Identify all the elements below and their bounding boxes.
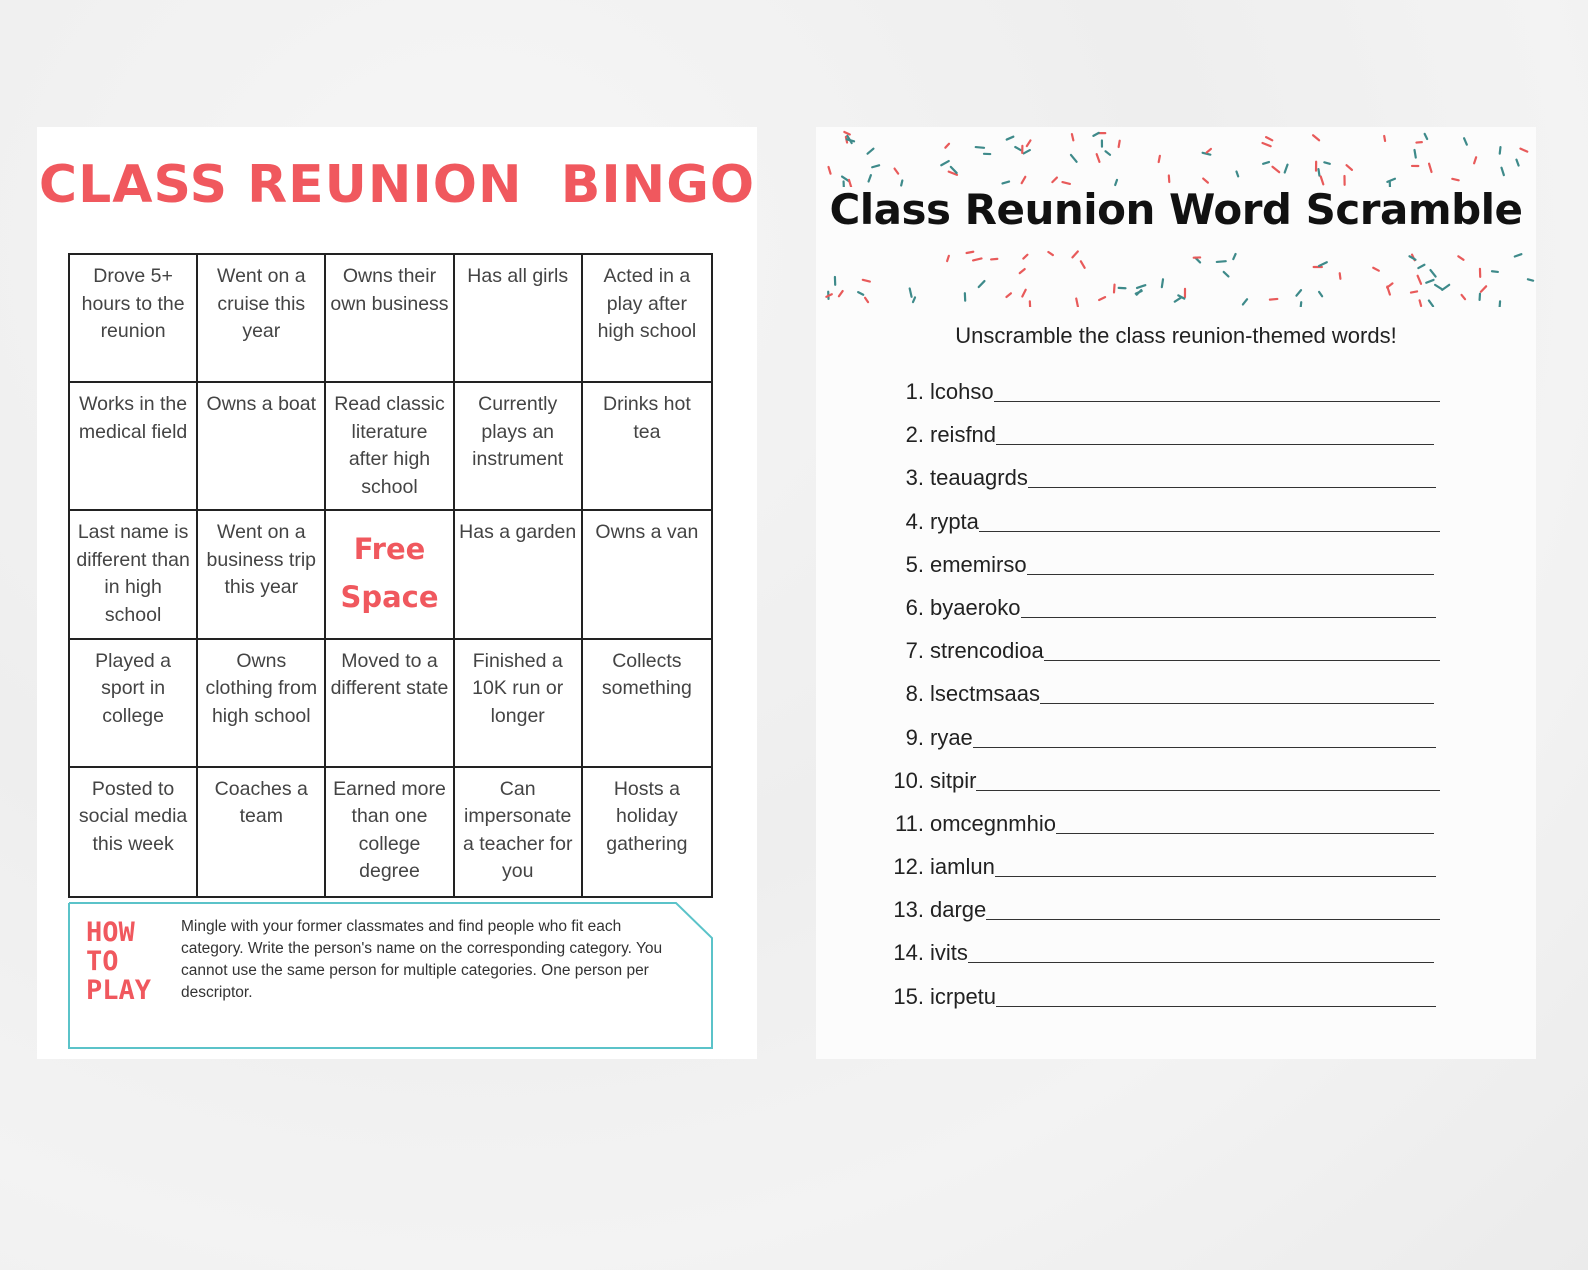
scramble-word-row [876, 809, 1476, 852]
answer-line[interactable] [986, 919, 1440, 920]
confetti-piece [869, 175, 871, 181]
answer-line[interactable] [1056, 833, 1434, 834]
confetti-piece [979, 281, 985, 287]
confetti-piece [872, 165, 879, 167]
confetti-piece [1052, 178, 1057, 183]
confetti-piece [858, 292, 863, 295]
confetti-piece [826, 294, 831, 297]
scrambled-word: strencodioa [930, 638, 1044, 664]
confetti-piece [1093, 133, 1098, 136]
confetti-piece [1384, 136, 1385, 141]
answer-line[interactable] [1028, 487, 1436, 488]
confetti-piece [1492, 271, 1498, 272]
confetti-piece [1426, 280, 1433, 283]
confetti-piece [1024, 150, 1030, 153]
bingo-cell[interactable]: Drove 5+ hours to the reunion [70, 255, 198, 383]
word-number: 12. [893, 854, 924, 880]
answer-line[interactable] [968, 962, 1434, 963]
scramble-word-row [876, 463, 1476, 506]
scramble-word-row [876, 377, 1476, 420]
confetti-piece [1500, 147, 1501, 154]
confetti-piece [1002, 182, 1009, 184]
confetti-piece [1071, 155, 1077, 162]
confetti-piece [1324, 162, 1329, 164]
confetti-bottom-decoration [816, 247, 1536, 307]
answer-line[interactable] [996, 444, 1434, 445]
confetti-piece [1137, 285, 1145, 288]
confetti-piece [1347, 165, 1352, 170]
how-to-play-box [68, 902, 713, 1049]
confetti-piece [1224, 272, 1229, 277]
confetti-piece [1409, 256, 1415, 259]
answer-line[interactable] [979, 531, 1440, 532]
scramble-word-list [876, 377, 1476, 1025]
confetti-piece [991, 259, 997, 260]
bingo-free-space[interactable]: Free Space [326, 511, 454, 639]
bingo-grid [68, 253, 713, 898]
word-number: 10. [893, 767, 924, 793]
word-number: 4. [905, 508, 924, 534]
answer-line[interactable] [1027, 574, 1434, 575]
confetti-piece [1429, 301, 1433, 307]
word-scramble-sheet [816, 127, 1536, 1059]
confetti-piece [1411, 291, 1417, 292]
scrambled-word: ememirso [930, 551, 1027, 577]
confetti-piece [976, 147, 984, 148]
word-number: 2. [905, 422, 924, 448]
confetti-piece [1207, 149, 1211, 153]
confetti-piece [1387, 179, 1395, 182]
word-number: 5. [905, 551, 924, 577]
word-number: 7. [905, 638, 924, 664]
confetti-piece [1435, 285, 1441, 289]
scramble-word-row [876, 420, 1476, 463]
confetti-piece [1515, 254, 1522, 256]
scrambled-word: byaeroko [930, 594, 1021, 620]
bingo-cell[interactable]: Acted in a play after high school [583, 255, 711, 383]
scramble-word-row [876, 507, 1476, 550]
confetti-piece [1072, 134, 1073, 140]
how-to-play-text: Mingle with your former classmates and find people who fit each category. Write the person's name on the corresponding category. You cannot use the same person for multiple categories. One person per descriptor. [181, 918, 663, 1001]
bingo-cell[interactable]: Went on a cruise this year [198, 255, 326, 383]
scramble-word-row [876, 593, 1476, 636]
confetti-piece [1175, 298, 1181, 302]
confetti-piece [1285, 165, 1288, 173]
confetti-piece [1020, 269, 1025, 273]
confetti-piece [1022, 290, 1025, 297]
bingo-cell[interactable]: Went on a business trip this year [198, 511, 326, 639]
scrambled-word: ivits [930, 940, 968, 966]
confetti-piece [1062, 182, 1069, 184]
scramble-word-row [876, 550, 1476, 593]
confetti-piece [1501, 168, 1503, 175]
confetti-top-decoration [816, 127, 1536, 187]
bingo-cell[interactable]: Owns a van [583, 511, 711, 639]
scrambled-word: rypta [930, 508, 979, 534]
word-number: 3. [905, 465, 924, 491]
bingo-cell[interactable]: Read classic literature after high school [326, 383, 454, 511]
confetti-piece [1022, 177, 1026, 183]
confetti-piece [1301, 302, 1302, 307]
bingo-cell[interactable]: Finished a 10K run or longer [455, 640, 583, 768]
confetti-piece [1217, 261, 1226, 262]
answer-line[interactable] [994, 401, 1440, 402]
confetti-piece [839, 291, 843, 296]
confetti-piece [1236, 172, 1238, 177]
scramble-word-row [876, 895, 1476, 938]
confetti-piece [1099, 297, 1105, 300]
answer-line[interactable] [1021, 617, 1436, 618]
word-number: 8. [905, 681, 924, 707]
confetti-piece [1462, 295, 1465, 299]
confetti-piece [1528, 279, 1533, 280]
confetti-piece [1458, 256, 1463, 259]
confetti-piece [1418, 276, 1421, 284]
scrambled-word: lsectmsaas [930, 681, 1041, 707]
confetti-piece [1373, 268, 1379, 271]
answer-line[interactable] [976, 790, 1440, 791]
confetti-piece [941, 161, 948, 165]
bingo-cell[interactable]: Currently plays an instrument [455, 383, 583, 511]
bingo-cell[interactable]: Owns their own business [326, 255, 454, 383]
confetti-piece [1340, 273, 1341, 279]
bingo-cell[interactable]: Earned more than one college degree [326, 768, 454, 896]
confetti-piece [1119, 141, 1120, 147]
confetti-piece [1420, 300, 1421, 306]
confetti-piece [1464, 138, 1467, 144]
confetti-piece [1270, 299, 1277, 300]
word-number: 6. [905, 594, 924, 620]
confetti-piece [910, 288, 912, 296]
confetti-piece [1106, 151, 1110, 155]
confetti-piece [1081, 261, 1085, 267]
word-number: 11. [895, 810, 924, 836]
word-number: 13. [893, 897, 924, 923]
bingo-cell[interactable]: Coaches a team [198, 768, 326, 896]
bingo-cell[interactable]: Can impersonate a teacher for you [455, 768, 583, 896]
scrambled-word: sitpir [930, 767, 977, 793]
confetti-piece [1499, 301, 1500, 307]
confetti-piece [1318, 169, 1319, 176]
scrambled-word: reisfnd [930, 422, 997, 448]
confetti-piece [1114, 285, 1115, 293]
confetti-piece [1159, 156, 1160, 162]
word-number: 1. [905, 379, 924, 404]
confetti-piece [1162, 279, 1163, 287]
confetti-piece [1474, 157, 1476, 163]
how-to-play-title: HOW TO PLAY [86, 917, 152, 1006]
confetti-piece [1076, 299, 1078, 307]
confetti-piece [1319, 262, 1327, 266]
answer-line[interactable] [996, 1006, 1436, 1007]
confetti-piece [865, 298, 868, 302]
bingo-cell[interactable]: Hosts a holiday gathering [606, 777, 688, 855]
confetti-piece [1263, 162, 1269, 164]
scramble-instructions: Unscramble the class reunion-themed words! [955, 323, 1397, 348]
scrambled-word: iamlun [930, 854, 995, 880]
word-number: 15. [893, 983, 924, 1009]
confetti-piece [1387, 287, 1390, 295]
confetti-piece [1007, 137, 1014, 140]
answer-line[interactable] [973, 747, 1436, 748]
confetti-piece [844, 132, 849, 134]
confetti-piece [1319, 292, 1322, 296]
scrambled-word: darge [930, 897, 987, 923]
bingo-title: CLASS REUNION BINGO [38, 155, 756, 215]
confetti-piece [947, 256, 949, 261]
confetti-piece [868, 149, 874, 154]
bingo-cell[interactable]: Has a garden [455, 511, 583, 639]
bingo-cell[interactable]: Last name is different than in high school [70, 511, 198, 639]
scrambled-word: omcegnmhio [930, 810, 1056, 836]
scramble-word-row [876, 723, 1476, 766]
bingo-cell[interactable]: Posted to social media this week [70, 768, 198, 896]
confetti-piece [1048, 252, 1052, 255]
confetti-piece [913, 297, 915, 302]
confetti-piece [1072, 251, 1077, 257]
scramble-word-row [876, 852, 1476, 895]
confetti-piece [1233, 254, 1235, 259]
bingo-cell[interactable]: Drinks hot tea [583, 383, 711, 511]
confetti-piece [863, 280, 870, 282]
confetti-piece [1418, 265, 1424, 268]
confetti-piece [967, 252, 974, 253]
confetti-piece [1272, 167, 1279, 172]
scramble-word-row [876, 679, 1476, 722]
confetti-piece [1296, 290, 1301, 296]
scrambled-word: icrpetu [930, 983, 997, 1009]
confetti-piece [1266, 137, 1272, 140]
confetti-piece [1321, 176, 1324, 184]
scramble-word-row [876, 766, 1476, 809]
confetti-piece [1313, 135, 1319, 140]
confetti-piece [1481, 286, 1486, 291]
scrambled-word: teauagrds [930, 465, 1028, 491]
confetti-piece [1023, 255, 1027, 259]
confetti-piece [829, 167, 831, 174]
confetti-piece [1520, 149, 1527, 152]
bingo-cell[interactable]: Has all girls [455, 255, 583, 383]
confetti-piece [1203, 179, 1208, 183]
confetti-piece [895, 169, 899, 174]
bingo-cell[interactable]: Works in the medical field [70, 383, 198, 511]
answer-line[interactable] [1040, 703, 1434, 704]
confetti-piece [1425, 134, 1428, 139]
scramble-word-row [876, 982, 1476, 1025]
scramble-title: Class Reunion Word Scramble [829, 185, 1523, 234]
confetti-piece [1006, 293, 1010, 297]
confetti-piece [1263, 143, 1271, 146]
bingo-cell[interactable]: Moved to a different state [326, 640, 454, 768]
confetti-piece [1097, 154, 1100, 162]
bingo-cell[interactable]: Owns clothing from high school [198, 640, 326, 768]
word-number: 9. [905, 724, 924, 750]
bingo-cell[interactable]: Collects something [583, 640, 711, 768]
confetti-piece [1015, 147, 1021, 150]
scramble-word-row [876, 938, 1476, 981]
answer-line[interactable] [995, 876, 1436, 877]
confetti-piece [973, 258, 981, 260]
confetti-piece [1430, 270, 1435, 276]
answer-line[interactable] [1044, 660, 1440, 661]
confetti-piece [1415, 150, 1416, 158]
scrambled-word: lcohso [930, 379, 994, 404]
bingo-cell[interactable]: Owns a boat [198, 383, 326, 511]
word-number: 14. [893, 940, 924, 966]
confetti-piece [1516, 160, 1518, 166]
bingo-cell[interactable]: Played a sport in college [70, 640, 198, 768]
scramble-word-row [876, 636, 1476, 679]
confetti-piece [945, 144, 949, 148]
confetti-piece [1452, 179, 1458, 180]
confetti-piece [1243, 299, 1247, 304]
confetti-piece [1442, 285, 1449, 290]
confetti-piece [1429, 164, 1431, 172]
scrambled-word: ryae [930, 724, 973, 750]
bingo-card [37, 127, 757, 1059]
confetti-piece [1027, 140, 1031, 146]
